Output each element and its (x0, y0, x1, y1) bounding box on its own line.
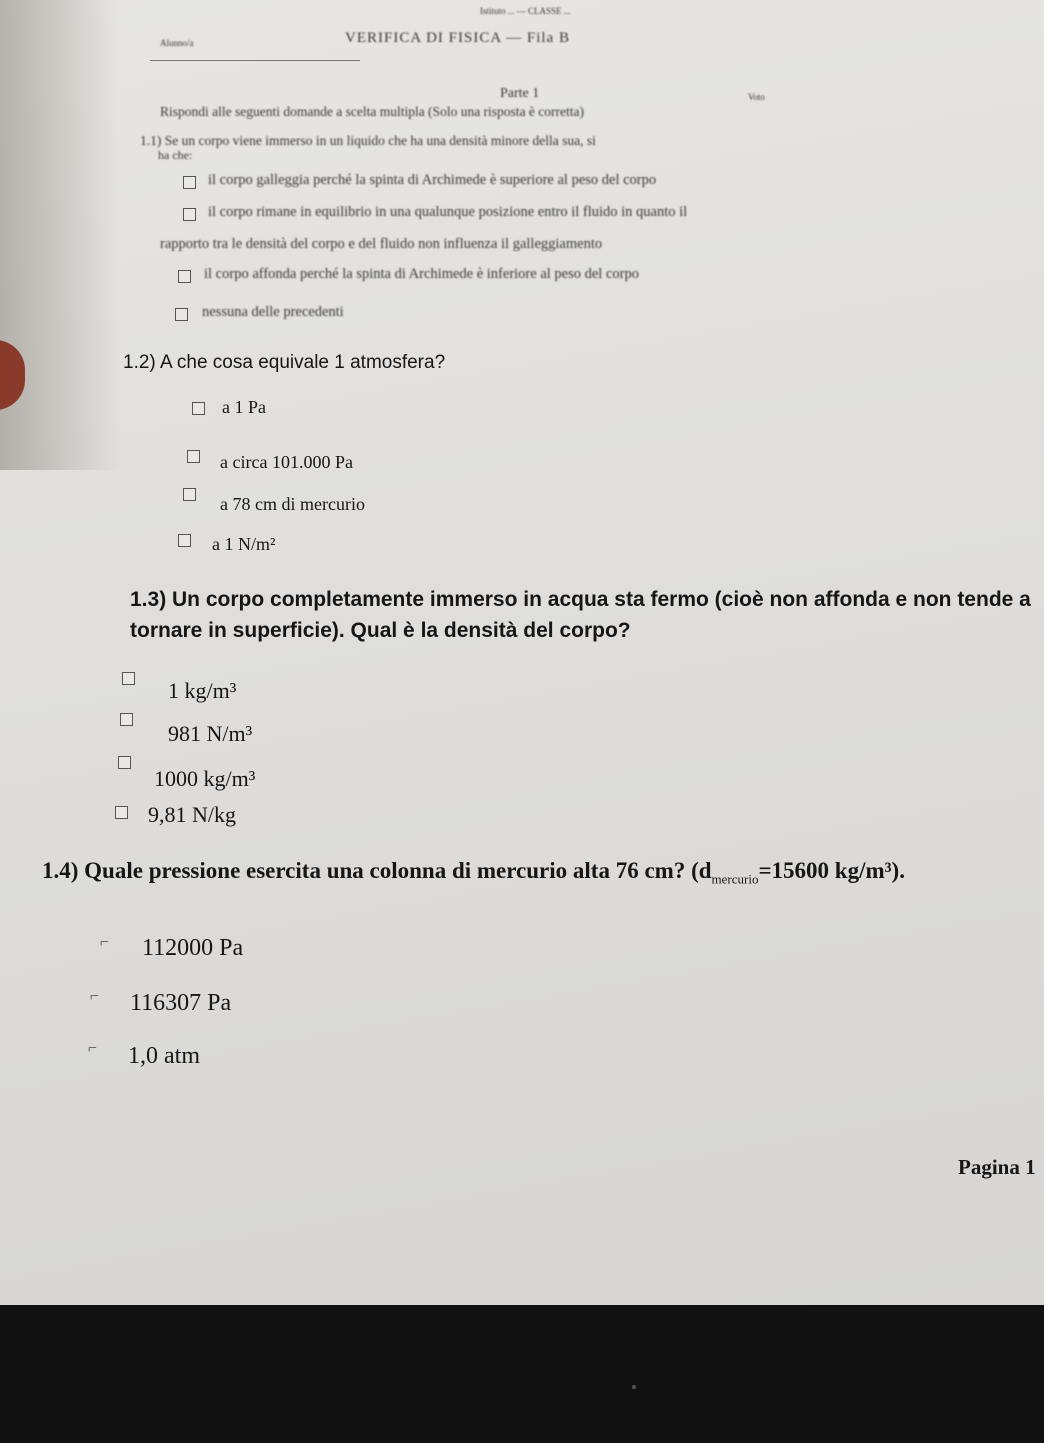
radio-1-4-c[interactable]: ⌐ (88, 1040, 98, 1057)
question-text-end: =15600 kg/m³). (758, 858, 905, 883)
checkbox-1-3-d[interactable] (115, 806, 128, 819)
checkbox-1-2-b[interactable] (187, 450, 200, 463)
question-text: Se un corpo viene immerso in un liquido che ha una densità minore della sua, si (164, 133, 596, 148)
checkbox-1-1-a[interactable] (183, 176, 196, 189)
part-title: Parte 1 (500, 86, 540, 101)
instructions: Rispondi alle seguenti domande a scelta multipla (Solo una risposta è corretta) (160, 104, 585, 119)
option-1-1-b: il corpo rimane in equilibrio in una qualunque posizione entro il fluido in quanto il (208, 204, 688, 220)
option-1-3-c: 1000 kg/m³ (154, 766, 256, 791)
header-top-line: Istituto ... — CLASSE ... (480, 6, 571, 16)
option-1-4-a: 112000 Pa (142, 935, 244, 961)
question-number: 1.1) (140, 133, 162, 148)
question-1-1 (140, 133, 596, 149)
option-1-2-d: a 1 N/m² (212, 534, 276, 554)
page-number: Pagina 1 (958, 1155, 1036, 1179)
checkbox-1-1-c[interactable] (178, 270, 191, 283)
option-1-1-c: il corpo affonda perché la spinta di Archimede è inferiore al peso del corpo (204, 266, 639, 282)
question-text: 1.4) Quale pressione esercita una colonna di mercurio alta 76 cm? (d (42, 858, 712, 883)
option-1-4-b: 116307 Pa (130, 990, 232, 1016)
checkbox-1-2-c[interactable] (183, 488, 196, 501)
grade-label: Voto (748, 92, 765, 102)
question-1-3: 1.3) Un corpo completamente immerso in acqua sta fermo (cioè non affonda e non tende a (130, 588, 1031, 611)
radio-1-4-a[interactable]: ⌐ (100, 934, 110, 951)
question-1-1-line2: ha che: (158, 148, 193, 162)
page-title: VERIFICA DI FISICA — Fila B (345, 30, 570, 46)
option-1-2-a: a 1 Pa (222, 397, 266, 417)
checkbox-1-3-b[interactable] (120, 713, 133, 726)
option-1-3-a: 1 kg/m³ (168, 678, 237, 703)
checkbox-1-3-c[interactable] (118, 756, 131, 769)
checkbox-1-2-d[interactable] (178, 534, 191, 547)
option-1-2-c: a 78 cm di mercurio (220, 494, 365, 514)
checkbox-1-1-b[interactable] (183, 208, 196, 221)
option-1-3-d: 9,81 N/kg (148, 802, 236, 827)
background-dot (632, 1385, 636, 1389)
question-1-4 (42, 858, 905, 888)
option-1-3-b: 981 N/m³ (168, 721, 253, 746)
checkbox-1-1-d[interactable] (175, 308, 188, 321)
checkbox-1-2-a[interactable] (192, 402, 205, 415)
density-subscript: mercurio (711, 871, 759, 887)
page-shadow (0, 0, 120, 470)
dark-background (0, 1305, 1044, 1443)
option-1-1-a: il corpo galleggia perché la spinta di Archimede è superiore al peso del corpo (208, 172, 657, 188)
question-1-2: 1.2) A che cosa equivale 1 atmosfera? (123, 352, 446, 373)
option-1-2-b: a circa 101.000 Pa (220, 452, 353, 472)
option-1-1-d: nessuna delle precedenti (202, 304, 344, 320)
name-underline (150, 60, 360, 61)
checkbox-1-3-a[interactable] (122, 672, 135, 685)
option-1-1-b-cont: rapporto tra le densità del corpo e del fluido non influenza il galleggiamento (160, 236, 603, 252)
student-name-label: Alunno/a (160, 38, 194, 48)
option-1-4-c: 1,0 atm (128, 1043, 200, 1069)
radio-1-4-b[interactable]: ⌐ (90, 988, 100, 1005)
question-1-3-line2: tornare in superficie). Qual è la densità del corpo? (130, 619, 631, 642)
